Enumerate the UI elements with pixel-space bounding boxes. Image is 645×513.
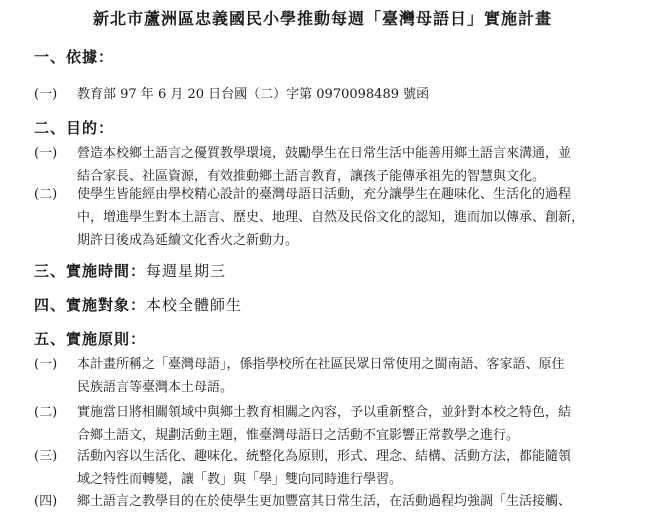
- section-heading-basis: 一、依據：: [34, 48, 115, 66]
- item-line: 教育部 97 年 6 月 20 日台國（二）字第 0970098489 號函: [77, 87, 430, 102]
- section-value: 本校全體師生: [146, 296, 243, 314]
- item-line: 民族語言等臺灣本土母語。: [77, 380, 234, 395]
- section-heading-principles: 五、實施原則：: [34, 330, 147, 348]
- section-heading-time: [34, 260, 226, 281]
- section-heading-purpose: 二、目的：: [34, 119, 115, 137]
- principle-item-3: [34, 445, 609, 491]
- section-heading-target: [34, 294, 242, 315]
- basis-item-1: [34, 83, 609, 106]
- purpose-item-1: [34, 142, 609, 188]
- item-line: 活動內容以生活化、趣味化、統整化為原則，形式、理念、結構、活動方法，都能隨領: [77, 449, 572, 464]
- item-number: (一): [34, 357, 58, 372]
- item-line: 營造本校鄉土語言之優質教學環境，鼓勵學生在日常生活中能善用鄉土語言來溝通，並: [77, 146, 572, 161]
- item-number: (二): [34, 187, 58, 202]
- section-label: 四、實施對象：: [34, 296, 147, 314]
- principle-item-4: [34, 490, 609, 513]
- document-title: 新北市蘆洲區忠義國民小學推動每週「臺灣母語日」實施計畫: [92, 9, 552, 28]
- principle-item-2: [34, 401, 609, 447]
- section-label: 三、實施時間：: [34, 262, 147, 280]
- principle-item-1: [34, 353, 609, 399]
- item-number: (一): [34, 87, 58, 102]
- item-number: (四): [34, 494, 58, 509]
- item-line: 使學生皆能經由學校精心設計的臺灣母語日活動，充分讓學生在趣味化、生活化的過程: [77, 187, 572, 202]
- item-line: 期許日後成為延續文化香火之新動力。: [77, 233, 299, 248]
- item-line: 本計畫所稱之「臺灣母語」，係指學校所在社區民眾日常使用之閩南語、客家語、原住: [77, 357, 565, 372]
- purpose-item-2: [34, 183, 609, 252]
- item-line: 合鄉土語文，規劃活動主題，惟臺灣母語日之活動不宜影響正常教學之進行。: [77, 428, 520, 443]
- item-number: (三): [34, 449, 58, 464]
- item-number: (一): [34, 146, 58, 161]
- item-line: 鄉土語言之教學目的在於使學生更加豐富其日常生活，在活動過程均強調「生活接觸、: [77, 494, 572, 509]
- item-line: 實施當日將相關領域中與鄉土教育相關之內容，予以重新整合，並針對本校之特色，結: [77, 405, 572, 420]
- item-line: 結合家長、社區資源，有效推動鄉土語言教育，讓孩子能傳承祖先的智慧與文化。: [77, 169, 546, 184]
- section-value: 每週星期三: [146, 262, 227, 280]
- item-line: 域之特性而轉變，讓「教」與「學」雙向同時進行學習。: [77, 472, 403, 487]
- item-number: (二): [34, 405, 58, 420]
- item-line: 中，增進學生對本土語言、歷史、地理、自然及民俗文化的認知，進而加以傳承、創新，: [77, 210, 585, 225]
